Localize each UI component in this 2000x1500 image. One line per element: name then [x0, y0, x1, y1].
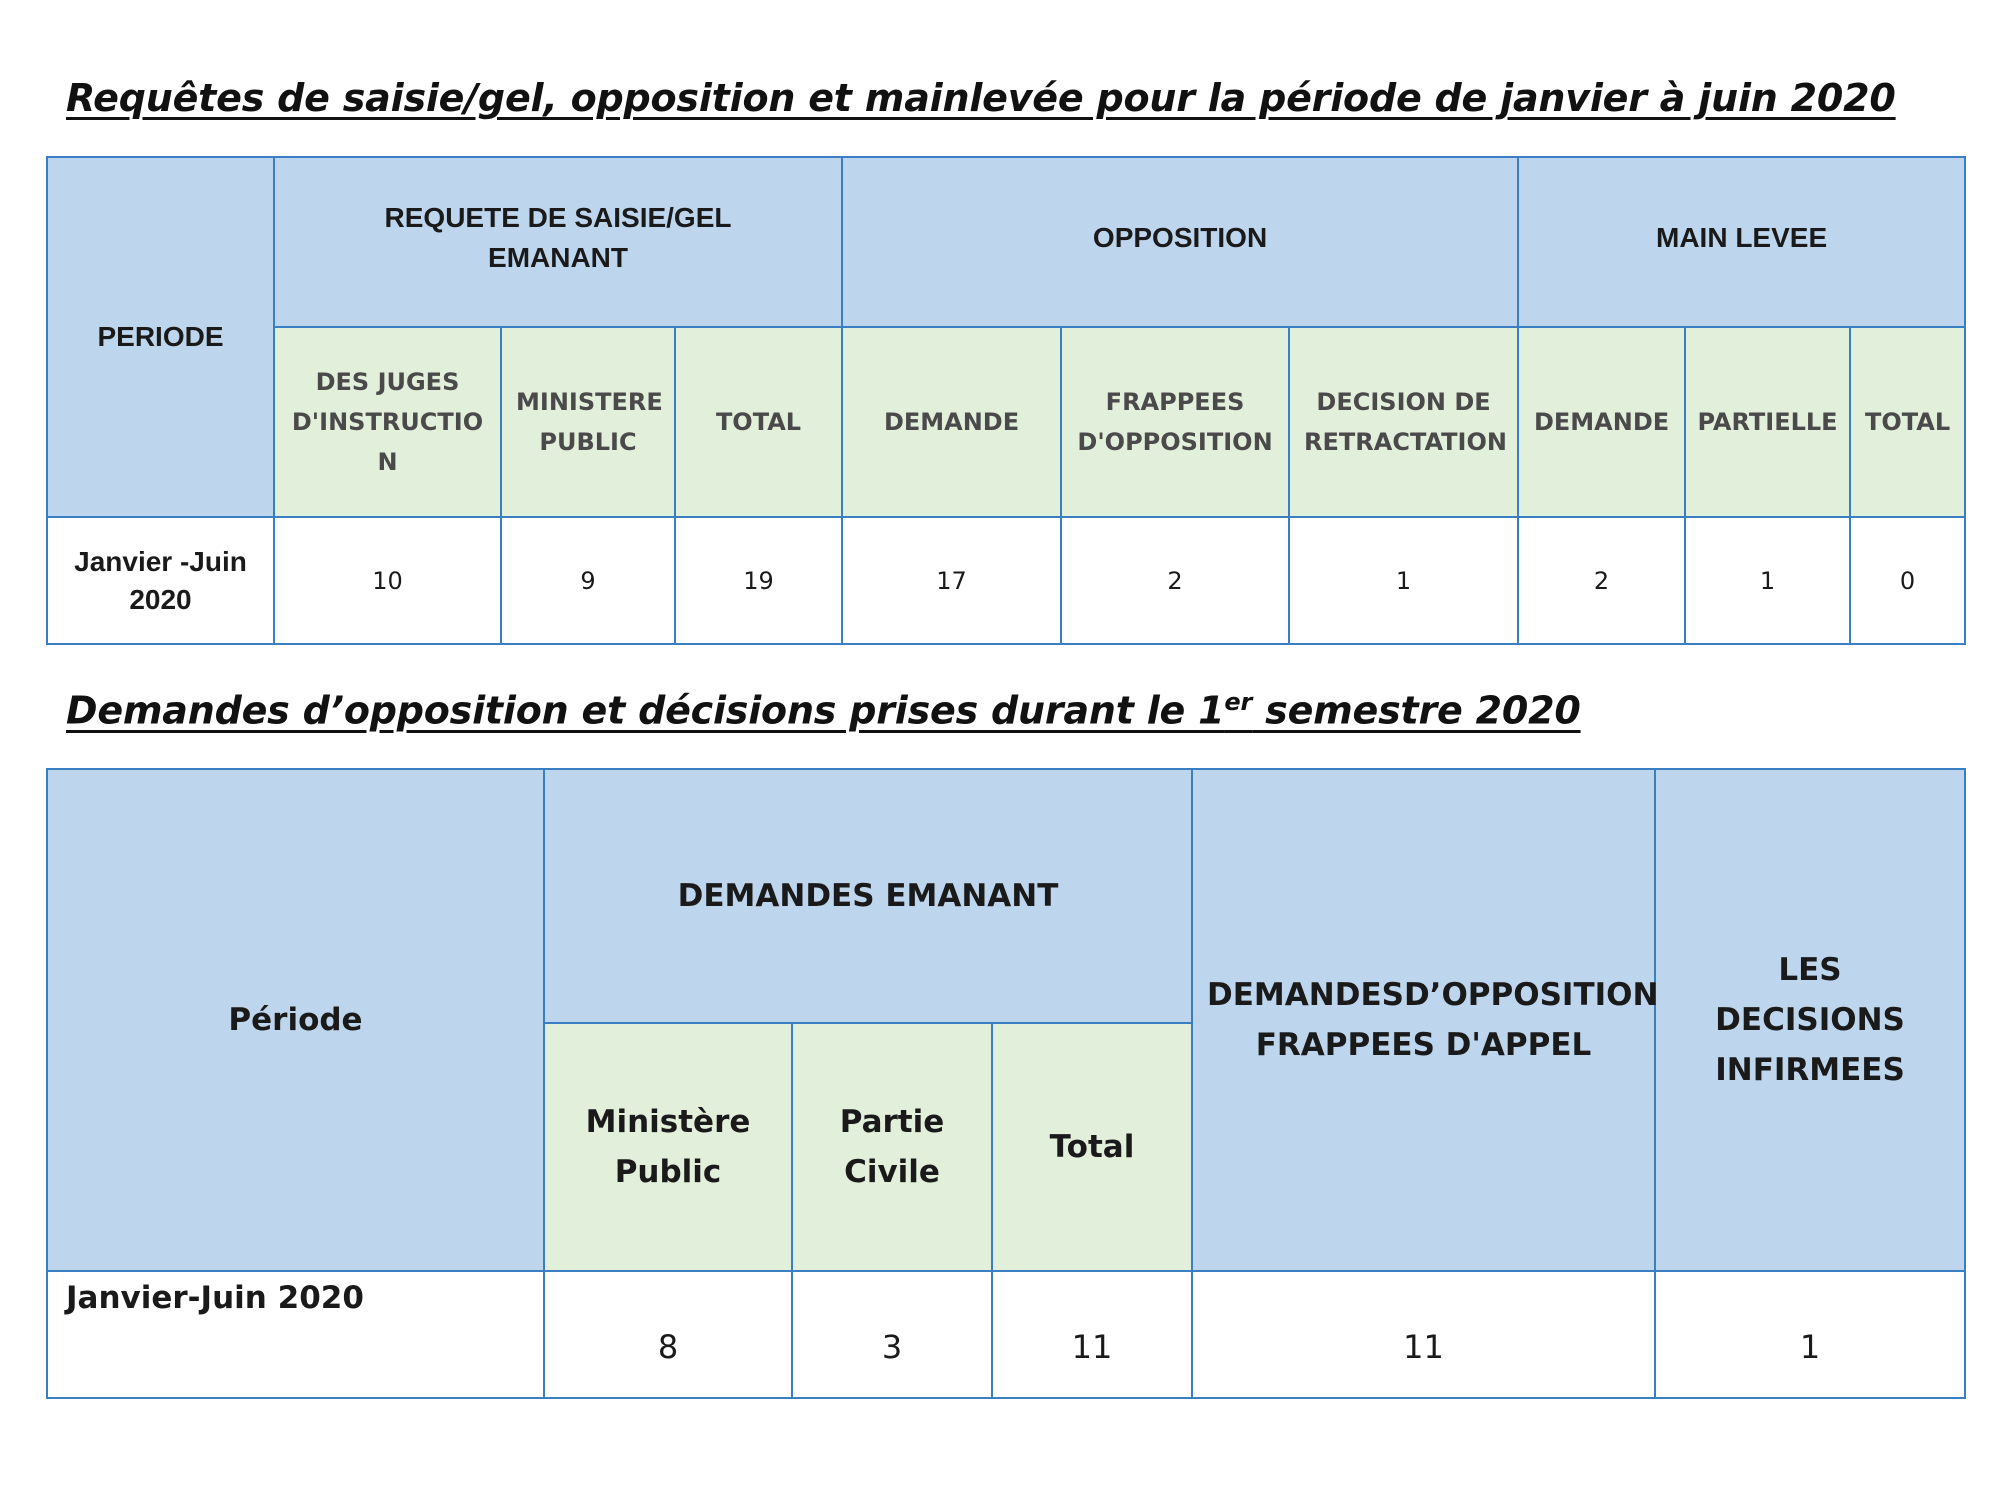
header-frappees-appel: DEMANDESD’OPPOSITION FRAPPEES D'APPEL	[1192, 769, 1655, 1271]
subheader-frappees: FRAPPEES D'OPPOSITION	[1061, 327, 1289, 517]
cell-ministere: 8	[544, 1271, 792, 1398]
table-row	[47, 1271, 1965, 1398]
cell-total-main-levee: 0	[1850, 517, 1965, 644]
cell-frappees: 2	[1061, 517, 1289, 644]
cell-partielle: 1	[1685, 517, 1850, 644]
cell-decision: 1	[1289, 517, 1518, 644]
cell-periode: Janvier-Juin 2020	[47, 1271, 544, 1398]
header-opposition: OPPOSITION	[842, 157, 1518, 327]
header-periode: Période	[47, 769, 544, 1271]
section2-title-main: Demandes d’opposition et décisions prises durant le 1	[66, 688, 1225, 733]
section1-title: Requêtes de saisie/gel, opposition et mainlevée pour la période de janvier à juin 2020	[66, 76, 1896, 120]
cell-ministere: 9	[501, 517, 675, 644]
subheader-partie-civile: Partie Civile	[792, 1023, 992, 1271]
cell-demande-opposition: 17	[842, 517, 1061, 644]
subheader-ministere: Ministère Public	[544, 1023, 792, 1271]
header-requete: REQUETE DE SAISIE/GEL EMANANT	[274, 157, 842, 327]
subheader-partielle: PARTIELLE	[1685, 327, 1850, 517]
table-row	[47, 517, 1965, 644]
subheader-demande-opposition: DEMANDE	[842, 327, 1061, 517]
subheader-ministere: MINISTERE PUBLIC	[501, 327, 675, 517]
subheader-juges: DES JUGES D'INSTRUCTIO N	[274, 327, 501, 517]
cell-total-requete: 19	[675, 517, 842, 644]
cell-total: 11	[992, 1271, 1192, 1398]
table-requetes	[46, 156, 1966, 645]
section2-title-end: semestre 2020	[1252, 688, 1581, 733]
subheader-total: Total	[992, 1023, 1192, 1271]
header-demandes-emanant: DEMANDES EMANANT	[544, 769, 1192, 1023]
header-main-levee: MAIN LEVEE	[1518, 157, 1965, 327]
cell-periode: Janvier -Juin 2020	[47, 517, 274, 644]
section2-title	[66, 688, 1581, 733]
cell-partie-civile: 3	[792, 1271, 992, 1398]
subheader-decision: DECISION DE RETRACTATION	[1289, 327, 1518, 517]
header-periode: PERIODE	[47, 157, 274, 517]
cell-decisions-infirmees: 1	[1655, 1271, 1965, 1398]
cell-demande-main-levee: 2	[1518, 517, 1685, 644]
cell-frappees-appel: 11	[1192, 1271, 1655, 1398]
subheader-total-requete: TOTAL	[675, 327, 842, 517]
cell-juges: 10	[274, 517, 501, 644]
section2-title-sup: er	[1224, 688, 1253, 716]
subheader-demande-main-levee: DEMANDE	[1518, 327, 1685, 517]
table-demandes-opposition	[46, 768, 1966, 1399]
subheader-total-main-levee: TOTAL	[1850, 327, 1965, 517]
header-decisions-infirmees: LES DECISIONS INFIRMEES	[1655, 769, 1965, 1271]
